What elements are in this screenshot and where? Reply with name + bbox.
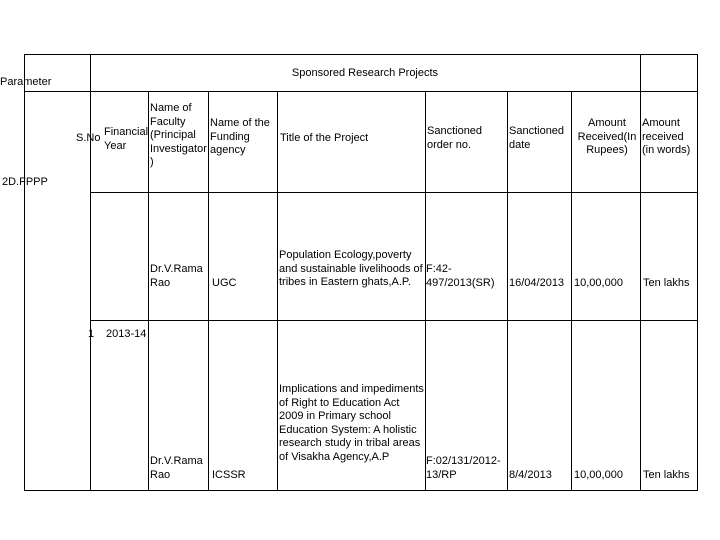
row1-amount-words: Ten lakhs bbox=[643, 277, 690, 289]
row2-title: Implications and impediments of Right to Education Act 2009 in Primary school Education System: A holistic research study in tribal areas of Visakha Agency,A.P bbox=[279, 383, 424, 463]
parameter-divider bbox=[24, 91, 90, 92]
group-financial-year: 2013-14 bbox=[106, 328, 147, 340]
section-code: 2D.FPPP bbox=[2, 176, 48, 188]
column-header-divider bbox=[90, 192, 698, 193]
col-header-title: Title of the Project bbox=[280, 132, 369, 144]
row2-amount-words: Ten lakhs bbox=[643, 469, 690, 481]
group-sno: 1 bbox=[88, 328, 95, 340]
col-header-amount: Amount Received(In Rupees) bbox=[577, 117, 637, 156]
row2-date: 8/4/2013 bbox=[509, 469, 552, 481]
row1-title: Population Ecology,poverty and sustainable livelihoods of tribes in Eastern ghats,A.P. bbox=[279, 249, 423, 288]
col-divider-date bbox=[507, 91, 508, 490]
row2-faculty: Dr.V.Rama Rao bbox=[150, 455, 203, 481]
row1-order-no: F:42-497/2013(SR) bbox=[426, 263, 495, 289]
col-header-agency: Name of the Funding agency bbox=[210, 117, 270, 156]
row2-order-no: F:02/131/2012-13/RP bbox=[426, 455, 501, 481]
col-header-order-no: Sanctioned order no. bbox=[427, 125, 483, 151]
row2-amount: 10,00,000 bbox=[574, 469, 623, 481]
col-header-faculty: Name of Faculty (Principal Investigator ) bbox=[150, 102, 207, 168]
col-divider-amount bbox=[571, 91, 572, 490]
header-divider bbox=[90, 91, 698, 92]
title-right-divider bbox=[640, 54, 641, 91]
row2-agency: ICSSR bbox=[212, 469, 246, 481]
row1-amount: 10,00,000 bbox=[574, 277, 623, 289]
row1-agency: UGC bbox=[212, 277, 237, 289]
col-header-financial-year: Financial Year bbox=[104, 126, 149, 152]
row1-faculty: Dr.V.Rama Rao bbox=[150, 263, 203, 289]
table-border-top bbox=[24, 54, 698, 55]
table-border-bottom bbox=[24, 490, 698, 491]
parameter-label: Parameter bbox=[0, 76, 52, 88]
col-header-sno: S.No bbox=[76, 132, 101, 144]
table-title: Sponsored Research Projects bbox=[291, 67, 439, 79]
table-border-left bbox=[24, 54, 25, 491]
col-header-date: Sanctioned date bbox=[509, 125, 565, 151]
row-divider bbox=[90, 320, 698, 321]
col-header-amount-words: Amount received (in words) bbox=[642, 117, 691, 156]
row1-date: 16/04/2013 bbox=[509, 277, 565, 289]
col-divider-order bbox=[425, 91, 426, 490]
parameter-column-divider bbox=[90, 54, 91, 491]
